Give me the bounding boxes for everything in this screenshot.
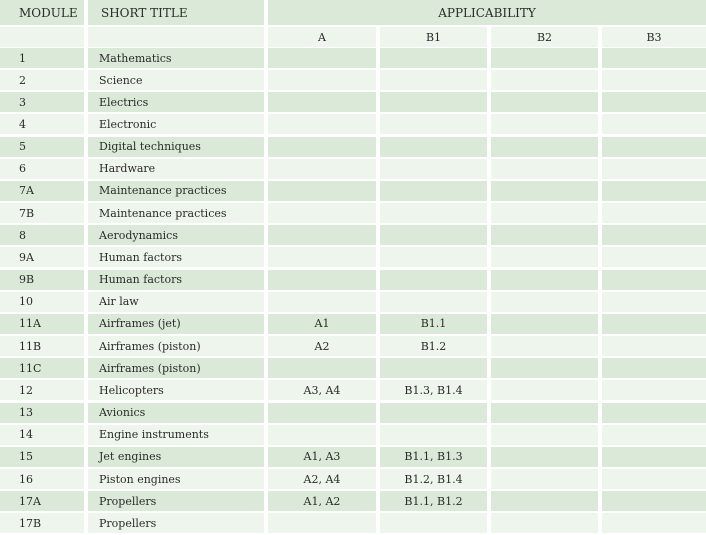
subheader-module-blank — [0, 27, 84, 47]
table-header-row — [0, 0, 706, 25]
a-cell — [268, 203, 376, 223]
b1-cell — [380, 292, 487, 312]
a-cell — [268, 114, 376, 134]
b3-cell — [602, 225, 706, 245]
table-row — [0, 380, 706, 400]
b1-cell — [380, 270, 487, 290]
b2-cell — [491, 92, 598, 112]
table-row — [0, 70, 706, 90]
module-cell: 13 — [0, 403, 84, 423]
subheader-a: A — [268, 27, 376, 47]
subheader-b3: B3 — [602, 27, 706, 47]
a-cell — [268, 181, 376, 201]
b2-cell — [491, 513, 598, 533]
title-cell: Hardware — [88, 159, 264, 179]
b2-cell — [491, 403, 598, 423]
b2-cell — [491, 358, 598, 378]
b1-cell — [380, 137, 487, 157]
a-cell — [268, 403, 376, 423]
module-cell: 2 — [0, 70, 84, 90]
module-cell: 7B — [0, 203, 84, 223]
module-cell: 14 — [0, 425, 84, 445]
b3-cell — [602, 270, 706, 290]
title-cell: Aerodynamics — [88, 225, 264, 245]
module-cell: 6 — [0, 159, 84, 179]
table-row — [0, 137, 706, 157]
b3-cell — [602, 447, 706, 467]
table-row — [0, 48, 706, 68]
a-cell — [268, 425, 376, 445]
b1-cell: B1.3, B1.4 — [380, 380, 487, 400]
b2-cell — [491, 447, 598, 467]
b2-cell — [491, 181, 598, 201]
b2-cell — [491, 48, 598, 68]
table-row — [0, 292, 706, 312]
b1-cell — [380, 203, 487, 223]
table-row — [0, 225, 706, 245]
b3-cell — [602, 403, 706, 423]
module-cell: 10 — [0, 292, 84, 312]
table-row — [0, 114, 706, 134]
b1-cell — [380, 247, 487, 267]
b3-cell — [602, 70, 706, 90]
subheader-b1: B1 — [380, 27, 487, 47]
b2-cell — [491, 425, 598, 445]
b2-cell — [491, 114, 598, 134]
b2-cell — [491, 203, 598, 223]
title-cell: Mathematics — [88, 48, 264, 68]
title-cell: Maintenance practices — [88, 203, 264, 223]
b3-cell — [602, 336, 706, 356]
b2-cell — [491, 225, 598, 245]
a-cell: A3, A4 — [268, 380, 376, 400]
b3-cell — [602, 469, 706, 489]
title-cell: Engine instruments — [88, 425, 264, 445]
title-cell: Electrics — [88, 92, 264, 112]
b3-cell — [602, 425, 706, 445]
title-cell: Airframes (jet) — [88, 314, 264, 334]
header-applicability: APPLICABILITY — [268, 0, 706, 25]
b3-cell — [602, 247, 706, 267]
table-row — [0, 447, 706, 467]
title-cell: Science — [88, 70, 264, 90]
module-cell: 16 — [0, 469, 84, 489]
b2-cell — [491, 314, 598, 334]
subheader-title-blank — [88, 27, 264, 47]
b2-cell — [491, 159, 598, 179]
b1-cell: B1.1, B1.2 — [380, 491, 487, 511]
module-cell: 1 — [0, 48, 84, 68]
table-row — [0, 491, 706, 511]
a-cell — [268, 358, 376, 378]
module-cell: 3 — [0, 92, 84, 112]
title-cell: Piston engines — [88, 469, 264, 489]
module-cell: 7A — [0, 181, 84, 201]
subheader-b2: B2 — [491, 27, 598, 47]
title-cell: Helicopters — [88, 380, 264, 400]
b1-cell: B1.1, B1.3 — [380, 447, 487, 467]
a-cell — [268, 48, 376, 68]
title-cell: Digital techniques — [88, 137, 264, 157]
a-cell — [268, 270, 376, 290]
b1-cell: B1.1 — [380, 314, 487, 334]
module-cell: 11B — [0, 336, 84, 356]
table-row — [0, 314, 706, 334]
title-cell: Electronic — [88, 114, 264, 134]
a-cell — [268, 159, 376, 179]
title-cell: Airframes (piston) — [88, 336, 264, 356]
module-cell: 12 — [0, 380, 84, 400]
b2-cell — [491, 292, 598, 312]
module-cell: 11A — [0, 314, 84, 334]
b1-cell: B1.2 — [380, 336, 487, 356]
table-row — [0, 403, 706, 423]
module-cell: 9A — [0, 247, 84, 267]
title-cell: Maintenance practices — [88, 181, 264, 201]
a-cell — [268, 513, 376, 533]
title-cell: Jet engines — [88, 447, 264, 467]
title-cell: Propellers — [88, 491, 264, 511]
b3-cell — [602, 380, 706, 400]
b1-cell — [380, 70, 487, 90]
a-cell: A1, A2 — [268, 491, 376, 511]
table-row — [0, 513, 706, 533]
table-row — [0, 247, 706, 267]
a-cell — [268, 292, 376, 312]
b2-cell — [491, 469, 598, 489]
module-cell: 9B — [0, 270, 84, 290]
header-short-title: SHORT TITLE — [88, 0, 264, 25]
b2-cell — [491, 336, 598, 356]
b1-cell — [380, 425, 487, 445]
a-cell — [268, 225, 376, 245]
a-cell: A2, A4 — [268, 469, 376, 489]
table-row — [0, 469, 706, 489]
b1-cell — [380, 403, 487, 423]
b1-cell — [380, 48, 487, 68]
b3-cell — [602, 358, 706, 378]
a-cell: A1 — [268, 314, 376, 334]
b1-cell — [380, 159, 487, 179]
table-row — [0, 336, 706, 356]
a-cell — [268, 70, 376, 90]
b3-cell — [602, 181, 706, 201]
b2-cell — [491, 491, 598, 511]
table-subheader-row — [0, 27, 706, 47]
table-row — [0, 159, 706, 179]
b3-cell — [602, 92, 706, 112]
a-cell — [268, 92, 376, 112]
b3-cell — [602, 314, 706, 334]
title-cell: Human factors — [88, 270, 264, 290]
b3-cell — [602, 203, 706, 223]
module-cell: 8 — [0, 225, 84, 245]
b3-cell — [602, 491, 706, 511]
b1-cell — [380, 358, 487, 378]
table-row — [0, 203, 706, 223]
b1-cell — [380, 225, 487, 245]
table-row — [0, 270, 706, 290]
table-row — [0, 358, 706, 378]
table-row — [0, 425, 706, 445]
a-cell: A1, A3 — [268, 447, 376, 467]
header-module: MODULE — [0, 0, 84, 25]
b3-cell — [602, 513, 706, 533]
module-cell: 11C — [0, 358, 84, 378]
title-cell: Human factors — [88, 247, 264, 267]
module-cell: 5 — [0, 137, 84, 157]
b3-cell — [602, 292, 706, 312]
module-cell: 17A — [0, 491, 84, 511]
b3-cell — [602, 137, 706, 157]
a-cell — [268, 247, 376, 267]
module-cell: 4 — [0, 114, 84, 134]
b2-cell — [491, 380, 598, 400]
title-cell: Propellers — [88, 513, 264, 533]
b3-cell — [602, 48, 706, 68]
b2-cell — [491, 70, 598, 90]
b2-cell — [491, 270, 598, 290]
a-cell — [268, 137, 376, 157]
b2-cell — [491, 137, 598, 157]
b1-cell: B1.2, B1.4 — [380, 469, 487, 489]
title-cell: Avionics — [88, 403, 264, 423]
module-cell: 15 — [0, 447, 84, 467]
b3-cell — [602, 159, 706, 179]
b2-cell — [491, 247, 598, 267]
table-row — [0, 92, 706, 112]
b1-cell — [380, 114, 487, 134]
b3-cell — [602, 114, 706, 134]
b1-cell — [380, 181, 487, 201]
title-cell: Airframes (piston) — [88, 358, 264, 378]
b1-cell — [380, 513, 487, 533]
table-row — [0, 181, 706, 201]
title-cell: Air law — [88, 292, 264, 312]
module-cell: 17B — [0, 513, 84, 533]
b1-cell — [380, 92, 487, 112]
a-cell: A2 — [268, 336, 376, 356]
